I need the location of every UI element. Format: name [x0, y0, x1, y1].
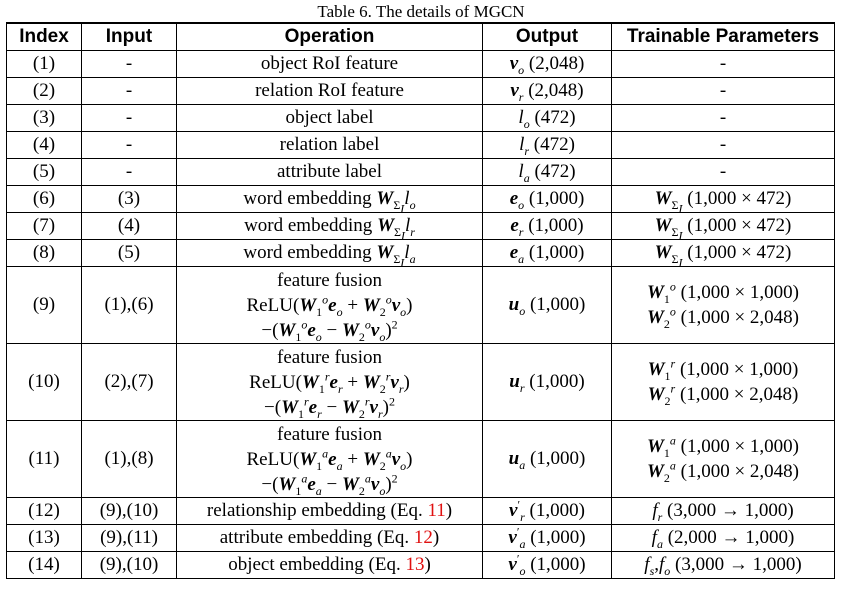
cell-params: $W_{\Sigma_I}$ (1,000 × 472) — [612, 186, 835, 213]
cell-output: $v'_r$ (1,000) — [483, 498, 612, 525]
cell-operation: word embedding $W_{\Sigma_I}l_r$ — [177, 213, 483, 240]
cell-params: $f_a$ (2,000 → 1,000) — [612, 525, 835, 552]
table-row — [7, 78, 835, 105]
cell-input: - — [82, 51, 177, 78]
cell-output: $e_a$ (1,000) — [483, 240, 612, 267]
cell-index: (9) — [7, 267, 82, 344]
cell-output: $v'_a$ (1,000) — [483, 525, 612, 552]
cell-params: $W_{\Sigma_I}$ (1,000 × 472) — [612, 213, 835, 240]
cell-output: $v_r$ (2,048) — [483, 78, 612, 105]
mgcn-details-table — [6, 22, 835, 579]
table-row — [7, 240, 835, 267]
cell-index: (6) — [7, 186, 82, 213]
table-row — [7, 132, 835, 159]
cell-input: - — [82, 159, 177, 186]
header-output: Output — [483, 23, 612, 51]
cell-output: $u_o$ (1,000) — [483, 267, 612, 344]
cell-index: (5) — [7, 159, 82, 186]
table-row — [7, 51, 835, 78]
cell-operation: feature fusion $ReLU(W_1^oe_o + W_2^ov_o)$ $-(W_1^oe_o - W_2^ov_o)^2$ — [177, 267, 483, 344]
cell-input: (1),(8) — [82, 421, 177, 498]
cell-params: - — [612, 51, 835, 78]
cell-output: $l_a$ (472) — [483, 159, 612, 186]
cell-output: $l_o$ (472) — [483, 105, 612, 132]
header-trainable-parameters: Trainable Parameters — [612, 23, 835, 51]
table-row — [7, 267, 835, 344]
cell-input: (2),(7) — [82, 344, 177, 421]
table-row — [7, 159, 835, 186]
cell-input: (3) — [82, 186, 177, 213]
cell-output: $u_r$ (1,000) — [483, 344, 612, 421]
table-caption: Table 6. The details of MGCN — [317, 2, 525, 21]
cell-operation: object embedding (Eq. 13) — [177, 552, 483, 579]
cell-input: - — [82, 78, 177, 105]
cell-input: (4) — [82, 213, 177, 240]
cell-output: $u_a$ (1,000) — [483, 421, 612, 498]
header-row — [7, 23, 835, 51]
header-input: Input — [82, 23, 177, 51]
equation-link[interactable]: 12 — [413, 527, 433, 548]
equation-link[interactable]: 13 — [405, 554, 425, 575]
cell-params: - — [612, 132, 835, 159]
cell-index: (12) — [7, 498, 82, 525]
cell-index: (2) — [7, 78, 82, 105]
cell-index: (4) — [7, 132, 82, 159]
cell-operation: feature fusion $ReLU(W_1^ae_a + W_2^av_o)$ $-(W_1^ae_a - W_2^av_o)^2$ — [177, 421, 483, 498]
table-row — [7, 344, 835, 421]
cell-operation: relation label — [177, 132, 483, 159]
cell-operation: relation RoI feature — [177, 78, 483, 105]
cell-params: $W_1^r$ (1,000 × 1,000) $W_2^r$ (1,000 × 2,048) — [612, 344, 835, 421]
cell-input: - — [82, 105, 177, 132]
cell-index: (8) — [7, 240, 82, 267]
cell-input: (9),(10) — [82, 552, 177, 579]
header-index: Index — [7, 23, 82, 51]
table-row — [7, 213, 835, 240]
table-row — [7, 498, 835, 525]
cell-operation: object label — [177, 105, 483, 132]
table-row — [7, 552, 835, 579]
cell-output: $e_o$ (1,000) — [483, 186, 612, 213]
header-operation: Operation — [177, 23, 483, 51]
cell-output: $v_o$ (2,048) — [483, 51, 612, 78]
cell-output: $l_r$ (472) — [483, 132, 612, 159]
cell-params: - — [612, 159, 835, 186]
cell-params: $f_s,f_o$ (3,000 → 1,000) — [612, 552, 835, 579]
cell-operation: word embedding $W_{\Sigma_I}l_o$ — [177, 186, 483, 213]
cell-operation: attribute label — [177, 159, 483, 186]
cell-operation: relationship embedding (Eq. 11) — [177, 498, 483, 525]
equation-link[interactable]: 11 — [427, 500, 446, 521]
table-row — [7, 105, 835, 132]
cell-operation: attribute embedding (Eq. 12) — [177, 525, 483, 552]
cell-params: $W_1^o$ (1,000 × 1,000) $W_2^o$ (1,000 × 2,048) — [612, 267, 835, 344]
table-row — [7, 421, 835, 498]
cell-operation: word embedding $W_{\Sigma_I}l_a$ — [177, 240, 483, 267]
table-row — [7, 525, 835, 552]
cell-input: (5) — [82, 240, 177, 267]
cell-operation: feature fusion $ReLU(W_1^re_r + W_2^rv_r)$ $-(W_1^re_r - W_2^rv_r)^2$ — [177, 344, 483, 421]
cell-index: (3) — [7, 105, 82, 132]
table-row — [7, 186, 835, 213]
cell-operation: object RoI feature — [177, 51, 483, 78]
cell-input: (1),(6) — [82, 267, 177, 344]
cell-params: $f_r$ (3,000 → 1,000) — [612, 498, 835, 525]
cell-params: $W_{\Sigma_I}$ (1,000 × 472) — [612, 240, 835, 267]
cell-index: (11) — [7, 421, 82, 498]
cell-index: (1) — [7, 51, 82, 78]
cell-index: (14) — [7, 552, 82, 579]
cell-output: $v'_o$ (1,000) — [483, 552, 612, 579]
cell-params: - — [612, 105, 835, 132]
cell-index: (13) — [7, 525, 82, 552]
cell-params: $W_1^a$ (1,000 × 1,000) $W_2^a$ (1,000 × 2,048) — [612, 421, 835, 498]
cell-output: $e_r$ (1,000) — [483, 213, 612, 240]
cell-input: - — [82, 132, 177, 159]
cell-params: - — [612, 78, 835, 105]
cell-index: (10) — [7, 344, 82, 421]
cell-index: (7) — [7, 213, 82, 240]
cell-input: (9),(10) — [82, 498, 177, 525]
cell-input: (9),(11) — [82, 525, 177, 552]
